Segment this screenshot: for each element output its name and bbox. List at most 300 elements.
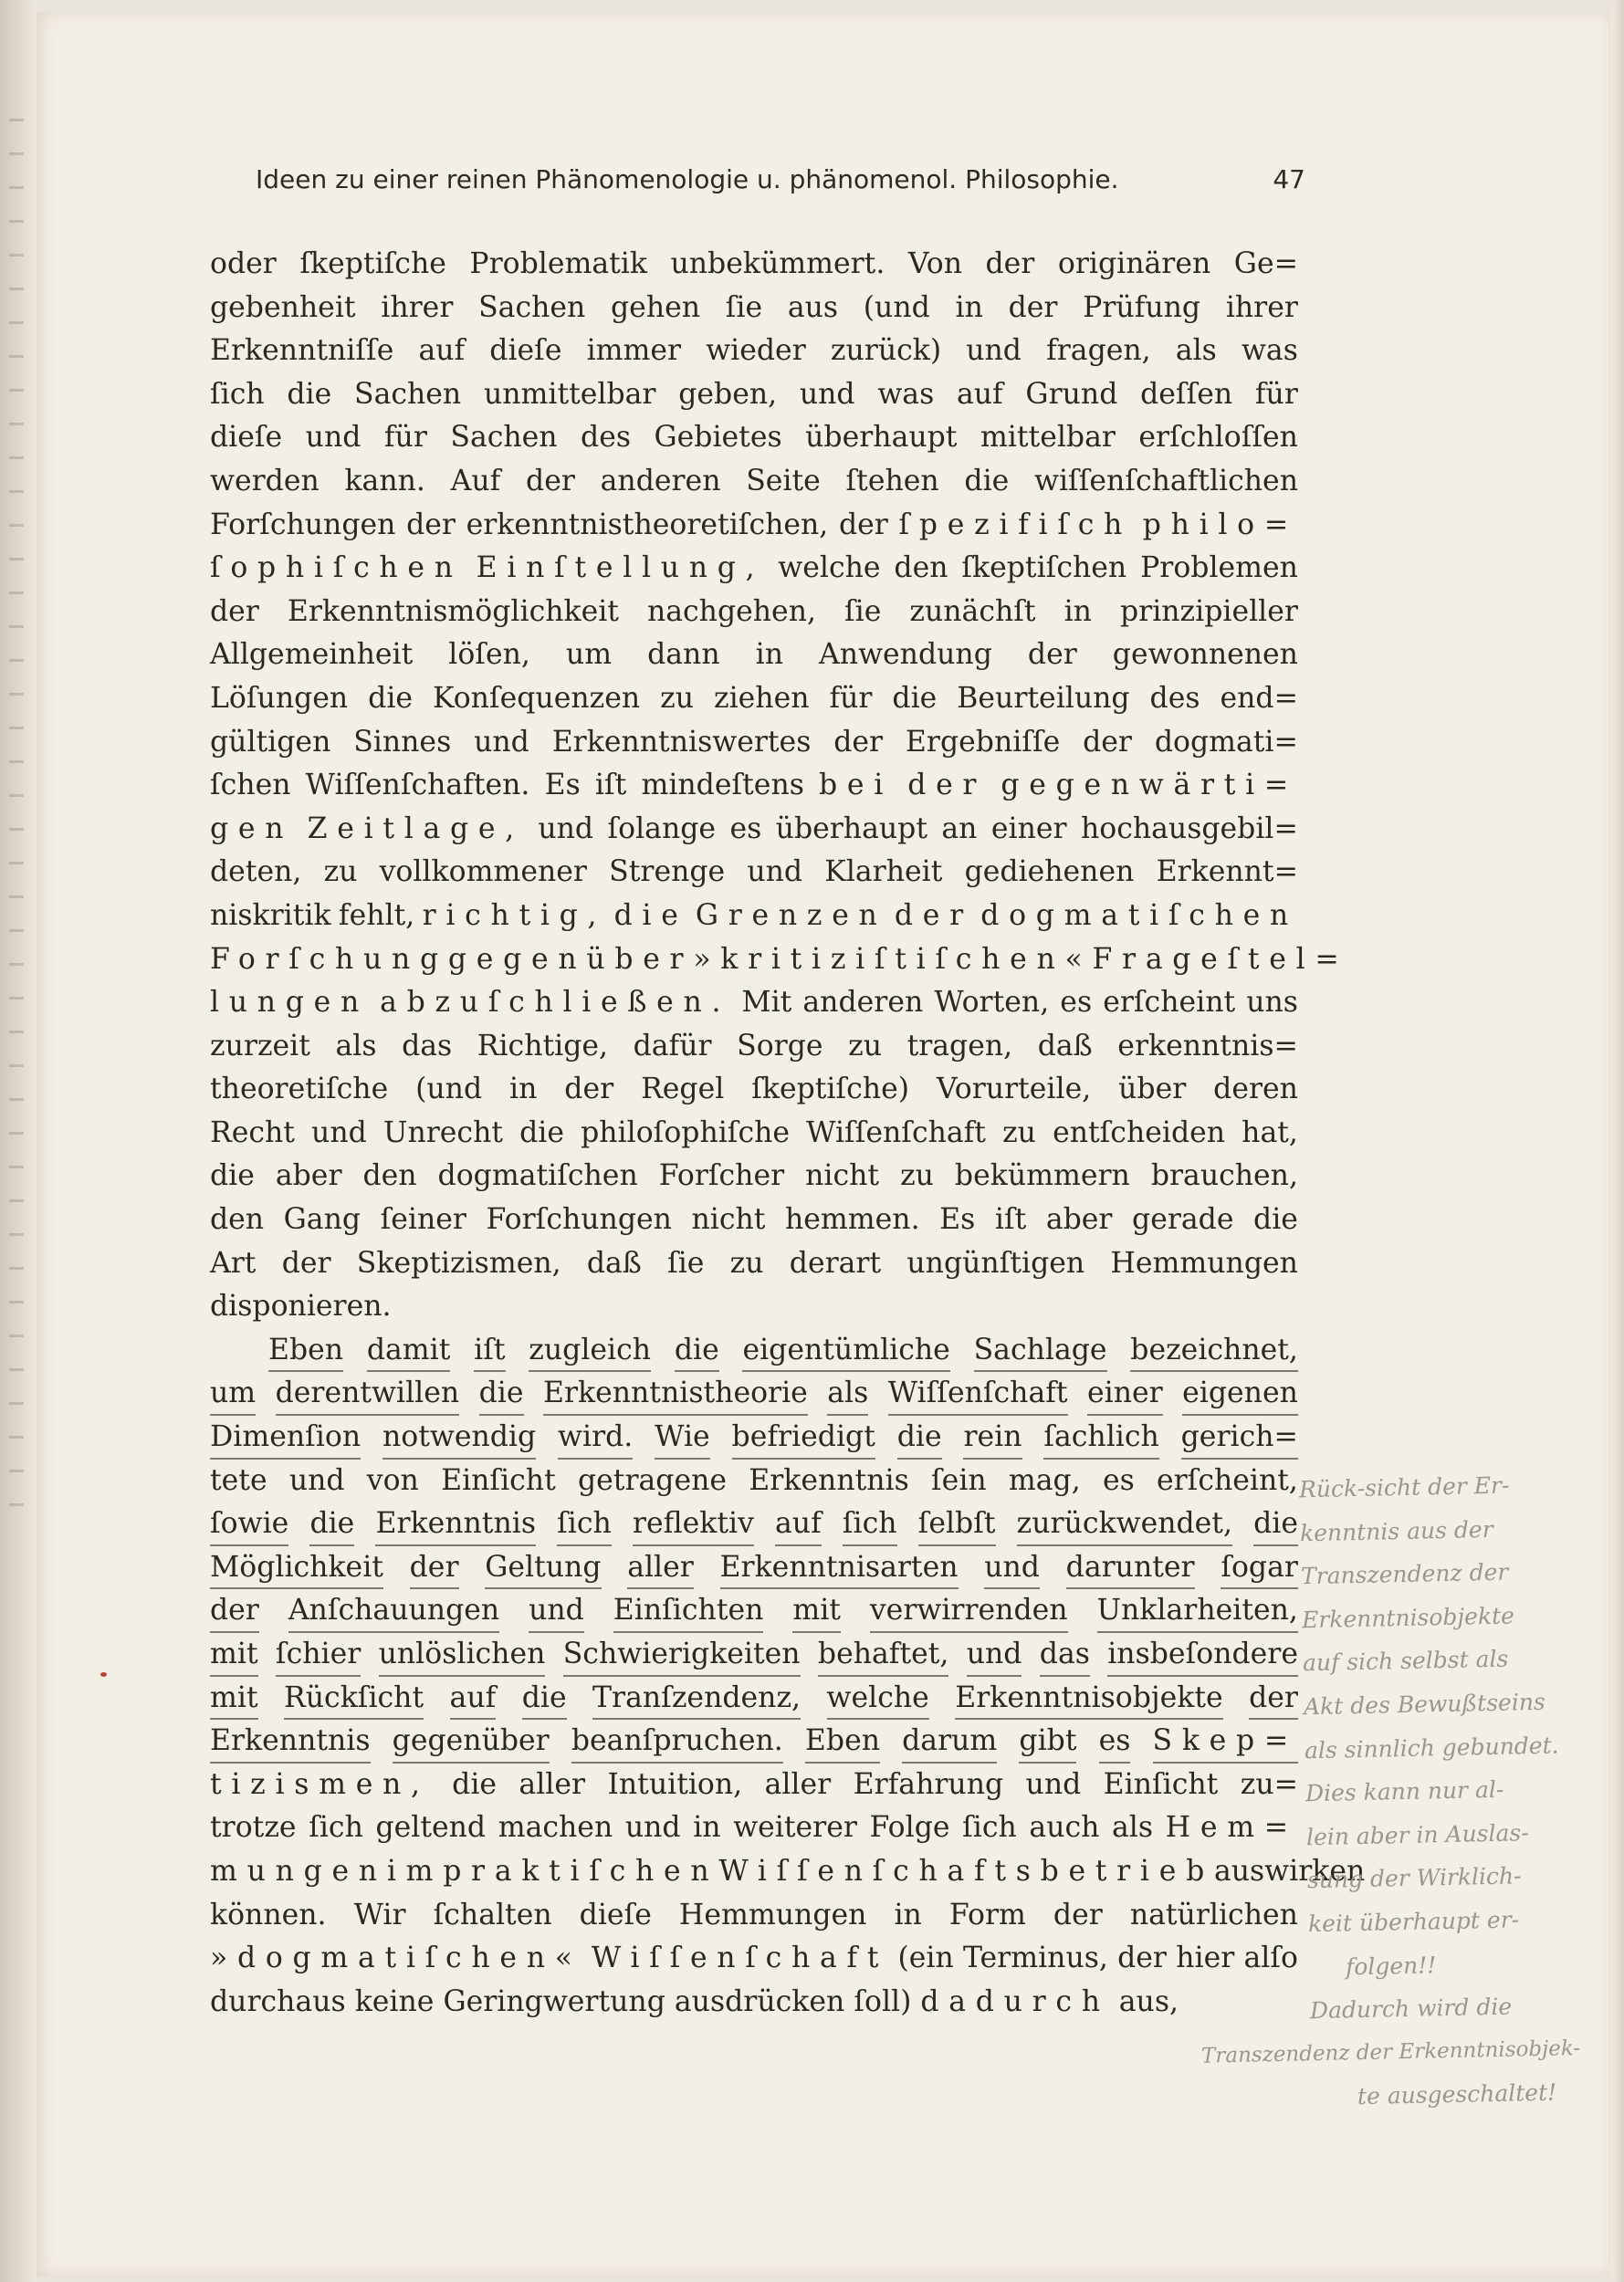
word: bekümmern (954, 1159, 1130, 1193)
word: der (833, 725, 884, 759)
word: dann (647, 638, 720, 672)
word: zurückwendet, (1017, 1502, 1232, 1546)
word: ſolange (607, 811, 717, 845)
word: Geltung (485, 1546, 601, 1590)
word: iſt (994, 1203, 1027, 1237)
word: und (311, 1115, 367, 1149)
word: eigenen (1182, 1372, 1298, 1416)
word: Regel (641, 1073, 725, 1106)
word: ſeiner (380, 1203, 466, 1237)
annotation-line: kenntnis aus der (1299, 1515, 1493, 1546)
word: uns (1246, 986, 1298, 1020)
word: ſkeptiſchen (961, 551, 1127, 585)
word: philo= (1142, 508, 1298, 541)
word: erſcheint (1103, 986, 1236, 1020)
word: natürlichen (1129, 1898, 1298, 1931)
word: gerich= (1181, 1416, 1298, 1460)
text-line (210, 1460, 1298, 1503)
word: des (581, 421, 632, 455)
word: was (877, 377, 935, 411)
word: Eben (805, 1720, 880, 1764)
word: an (941, 811, 978, 845)
word: daß (586, 1246, 642, 1280)
word: Erkenntniswertes (551, 725, 812, 759)
word: als (1112, 1811, 1154, 1845)
word: Problematik (469, 247, 647, 280)
text-line (210, 721, 1298, 765)
word: ſowie (210, 1502, 288, 1546)
text-line (210, 1981, 1298, 2025)
word: Sachen (354, 377, 462, 411)
word: Folge (869, 1811, 950, 1845)
word: aller (519, 1767, 586, 1801)
word: Tranſzendenz, (592, 1677, 801, 1721)
word: in (894, 1898, 922, 1931)
text-line (210, 1068, 1298, 1112)
word: mit (210, 1633, 258, 1677)
word: die (1253, 1502, 1298, 1546)
word: erſcheint, (1156, 1463, 1298, 1497)
annotation-line: Transzendenz der Erkenntnisobjek- (1200, 2036, 1581, 2068)
word: für (829, 681, 873, 715)
text-line (210, 373, 1298, 417)
word: Form (948, 1898, 1026, 1931)
word: zu (660, 681, 695, 715)
word: befriedigt (732, 1416, 875, 1460)
word: gehen (611, 290, 701, 324)
word: Grenzen (695, 898, 887, 932)
word: und (747, 855, 803, 889)
text-line (210, 895, 1298, 938)
text-line (210, 1155, 1298, 1199)
word: die (1253, 1203, 1298, 1237)
annotation-line: als sinnlich gebundet. (1304, 1731, 1559, 1764)
word: im (386, 1854, 444, 1888)
word: den (894, 551, 948, 585)
word: aus (787, 290, 839, 324)
text-line (210, 1329, 1298, 1373)
word: gegenwärti= (1001, 769, 1298, 802)
word: in (955, 290, 983, 324)
word: gen (210, 811, 294, 845)
word: in (509, 1073, 538, 1106)
facing-page-bleed (5, 119, 29, 1853)
word: der (1053, 1898, 1103, 1931)
word: dogmatiſchen (437, 1159, 638, 1193)
word: und (529, 1589, 584, 1633)
word: Wiſſenſchaften. (305, 769, 530, 802)
word: Wir (353, 1898, 406, 1931)
text-line (210, 547, 1298, 591)
word: praktiſchen (443, 1854, 719, 1888)
word: aber (275, 1159, 342, 1193)
annotation-line: folgen!! (1345, 1951, 1437, 1980)
word: bei (819, 769, 894, 802)
word: (und (863, 290, 930, 324)
word: Löſungen (210, 681, 349, 715)
word: darunter (1066, 1546, 1195, 1590)
word: Ergebniſſe (905, 725, 1061, 759)
word: dafür (633, 1029, 712, 1062)
word: anderen (802, 986, 924, 1020)
word: geltend (375, 1811, 487, 1845)
word: es (729, 811, 762, 845)
word: derart (789, 1246, 882, 1280)
word: gültigen (210, 725, 331, 759)
word: Wiſſenſchaft (888, 1372, 1068, 1416)
text-line (210, 1546, 1298, 1590)
text-line (210, 1285, 1298, 1329)
word: Hemmungen (678, 1898, 867, 1931)
word: auf (450, 1677, 497, 1721)
word: die (897, 1416, 942, 1460)
word: dieſe (210, 421, 283, 455)
word: es (1099, 1720, 1131, 1764)
word: daß (1037, 1029, 1093, 1062)
word: disponieren. (210, 1290, 392, 1324)
word: und (288, 1463, 345, 1497)
word: ziehen (713, 681, 810, 715)
word: erkenntnistheoretiſchen, (466, 508, 829, 541)
word: Konſequenzen (433, 681, 641, 715)
text-line (210, 1677, 1298, 1721)
word: Sinnes (353, 725, 452, 759)
word: philoſophiſche (581, 1115, 791, 1149)
word: Forſchungen (486, 1203, 672, 1237)
word: die (675, 1329, 719, 1373)
word: Wiſſenſchaft (806, 1115, 986, 1149)
word: aber (1045, 1203, 1113, 1237)
text-line (210, 1372, 1298, 1416)
word: nachgehen, (646, 594, 817, 628)
word: einer (990, 811, 1067, 845)
word: unlöslichen (379, 1633, 546, 1677)
annotation-line: Dadurch wird die (1309, 1993, 1513, 2025)
word: der (907, 769, 987, 802)
word: welche (827, 1677, 929, 1721)
word: Erkenntnis (210, 1720, 371, 1764)
word: ſie (725, 290, 763, 324)
word: zu (1002, 1115, 1036, 1149)
word: prinzipieller (1119, 594, 1298, 628)
word: erkenntnis= (1117, 1029, 1298, 1062)
word: weiterer (733, 1811, 857, 1845)
word: reflektiv (633, 1502, 754, 1546)
word: der (526, 464, 575, 497)
word: deſſen (1140, 377, 1233, 411)
word: überhaupt (805, 421, 958, 455)
word: wiſſenſchaftlichen (1034, 464, 1298, 497)
word: ſkeptiſche) (751, 1073, 910, 1106)
word: deren (1213, 1073, 1298, 1106)
word: Einſicht (441, 1463, 556, 1497)
word: Erkennt= (1156, 855, 1298, 889)
word: Erkenntnisobjekte (955, 1677, 1222, 1721)
word: zu= (1240, 1767, 1298, 1801)
word: die (613, 898, 688, 932)
word: (ein (897, 1942, 954, 1975)
word: end= (1220, 681, 1298, 715)
word: Wie (655, 1416, 710, 1460)
word: das (402, 1029, 453, 1062)
word: von (366, 1463, 419, 1497)
word: um (210, 1372, 256, 1416)
text-line (210, 287, 1298, 330)
word: als (827, 1372, 868, 1416)
page-number: 47 (1273, 164, 1305, 194)
word: Gebietes (654, 421, 782, 455)
text-line (210, 1416, 1298, 1460)
annotation-line: lein aber in Auslas- (1305, 1818, 1529, 1850)
word: können. (210, 1898, 327, 1931)
word: Zeitlage, (307, 811, 524, 845)
running-title: Ideen zu einer reinen Phänomenologie u. phänomenol. Philosophie. (256, 164, 1119, 194)
word: richtig, (422, 898, 607, 932)
word: ihrer (381, 290, 454, 324)
word: Grund (1025, 377, 1118, 411)
word: ausdrücken (674, 1984, 845, 2018)
text-line (210, 1894, 1298, 1938)
word: zu (729, 1246, 764, 1280)
word: Mit (741, 986, 792, 1020)
text-line (210, 1720, 1298, 1764)
word: die (892, 681, 938, 715)
word: Recht (210, 1115, 295, 1149)
page-edge (1611, 0, 1624, 2282)
word: Erkenntnistheorie (543, 1372, 808, 1416)
word: einer (1087, 1372, 1163, 1416)
word: alſo (1243, 1942, 1298, 1975)
annotation-line: Transzendenz der (1300, 1558, 1509, 1590)
word: Skeptizismen, (356, 1246, 561, 1280)
word: niskritik (210, 898, 331, 932)
text-line (210, 460, 1298, 504)
word: beanſpruchen. (571, 1720, 783, 1764)
word: hochausgebil= (1080, 811, 1298, 845)
word: auswirken (1213, 1854, 1366, 1888)
word: ſogar (1221, 1546, 1298, 1590)
word: Es (939, 1203, 976, 1237)
word: mag, (1008, 1463, 1081, 1497)
word: Unklarheiten, (1097, 1589, 1298, 1633)
word: das (1040, 1633, 1090, 1677)
word: Richtige, (477, 1029, 609, 1062)
word: immer (586, 334, 682, 368)
word: der (564, 1073, 614, 1106)
word: Einſicht (1103, 1767, 1219, 1801)
word: die (210, 1159, 255, 1193)
word: Klarheit (824, 855, 943, 889)
word: mindeſtens (641, 769, 804, 802)
text-line (210, 981, 1298, 1025)
text-line (210, 504, 1298, 548)
annotation-line: Rück-sicht der Er- (1298, 1471, 1510, 1503)
word: Sachlage (974, 1329, 1107, 1373)
word: ſich (309, 1811, 363, 1845)
word: den (210, 1203, 265, 1237)
word: Einſtellung, (476, 551, 765, 585)
word: Rückſicht (284, 1677, 424, 1721)
word: ihrer (1225, 290, 1298, 324)
word: es (1102, 1463, 1135, 1497)
word: und (984, 1546, 1040, 1590)
annotation-line: auf sich selbst als (1302, 1645, 1509, 1677)
word: der (281, 1246, 331, 1280)
word: Beurteilung (957, 681, 1130, 715)
word: gebenheit (210, 290, 356, 324)
word: gegenüber (447, 942, 694, 976)
word: Hem= (1165, 1811, 1298, 1845)
word: zunächſt (909, 594, 1036, 628)
word: Erkenntnisarten (720, 1546, 959, 1590)
word: zurzeit (210, 1029, 310, 1062)
word: ſich (962, 1811, 1017, 1845)
word: Allgemeinheit (210, 638, 414, 672)
body-text (210, 243, 1366, 2024)
word: der (1117, 1942, 1167, 1975)
text-line (210, 1764, 1298, 1807)
word: die (368, 681, 414, 715)
text-line (210, 1112, 1298, 1156)
word: Forſchung (210, 942, 448, 976)
word: nicht (691, 1203, 766, 1237)
word: Schwierigkeiten (563, 1633, 801, 1677)
text-line (210, 1806, 1298, 1850)
annotation-line: Erkenntnisobjekte (1301, 1602, 1515, 1634)
word: als (1175, 334, 1217, 368)
word: nicht (805, 1159, 880, 1193)
word: vollkommener (379, 855, 587, 889)
word: aller (764, 1767, 832, 1801)
word: hier (1176, 1942, 1235, 1975)
word: gewonnenen (1112, 638, 1298, 672)
text-line (210, 243, 1298, 287)
word: mungen (210, 1854, 387, 1888)
word: der (1027, 638, 1077, 672)
annotation-line: Dies kann nur al- (1304, 1775, 1504, 1807)
word: und (967, 1633, 1022, 1677)
word: der (210, 594, 259, 628)
word: des (1149, 681, 1200, 715)
word: ſophiſchen (210, 551, 463, 585)
word: tizismen, (210, 1767, 430, 1801)
word: der (406, 508, 456, 541)
word: erſchloſſen (1138, 421, 1298, 455)
word: welche (778, 551, 881, 585)
word: Möglichkeit (210, 1546, 383, 1590)
word: auf (956, 377, 1003, 411)
word: über (1118, 1073, 1187, 1106)
word: Strenge (609, 855, 726, 889)
word: Hemmungen (1110, 1246, 1298, 1280)
text-line (210, 1025, 1298, 1069)
text-line (210, 1242, 1298, 1286)
word: Art (210, 1246, 257, 1280)
word: getragene (577, 1463, 728, 1497)
word: »dogmatiſchen« (210, 1942, 582, 1975)
word: Frageſtel= (1092, 942, 1349, 976)
word: Eben (268, 1329, 343, 1373)
word: zu (323, 855, 358, 889)
word: zurück) (830, 334, 942, 368)
annotation-line: keit überhaupt er- (1307, 1906, 1520, 1938)
text-line (210, 330, 1298, 373)
word: Erkenntniſſe (210, 334, 394, 368)
word: Erkenntnismöglichkeit (287, 594, 619, 628)
word: der (1249, 1677, 1298, 1721)
word: der (838, 508, 888, 541)
text-line (210, 416, 1298, 460)
word: tragen, (906, 1029, 1013, 1062)
word: was (1241, 334, 1298, 368)
word: derentwillen (276, 1372, 460, 1416)
word: mittelbar (980, 421, 1116, 455)
word: durchaus (210, 1984, 346, 2018)
word: ſkeptiſche (299, 247, 446, 280)
word: die (287, 377, 332, 411)
word: ungünſtigen (906, 1246, 1085, 1280)
word: ſchier (276, 1633, 361, 1677)
word: ſein (931, 1463, 987, 1497)
word: Forſchungen (210, 508, 396, 541)
word: Intuition, (607, 1767, 743, 1801)
word: für (1254, 377, 1298, 411)
word: Terminus, (962, 1942, 1108, 1975)
word: originären (1057, 247, 1211, 280)
word: gerade (1132, 1203, 1234, 1237)
word: theoretiſche (210, 1073, 389, 1106)
word: brauchen, (1150, 1159, 1298, 1193)
word: unbekümmert. (670, 247, 885, 280)
word: und (624, 1811, 681, 1845)
word: ſtehen (845, 464, 939, 497)
word: dadurch (920, 1984, 1110, 2018)
word: die (452, 1767, 498, 1801)
word: gediehenen (964, 855, 1135, 889)
text-line (210, 938, 1349, 982)
word: es (1060, 986, 1093, 1020)
annotation-line: Akt des Bewußtseins (1303, 1688, 1546, 1721)
word: Vorurteile, (936, 1073, 1092, 1106)
word: ſpezifiſch (898, 508, 1133, 541)
word: aller (627, 1546, 694, 1590)
annotation-line: te ausgeschaltet! (1357, 2078, 1557, 2110)
word: mit (792, 1589, 841, 1633)
word: Sachen (478, 290, 586, 324)
word: Erkenntnis (749, 1463, 909, 1497)
word: rein (963, 1416, 1022, 1460)
word: die (522, 1677, 567, 1721)
word: den (362, 1159, 417, 1193)
word: Von (907, 247, 962, 280)
word: auf (418, 334, 466, 368)
word: ſie (667, 1246, 705, 1280)
text-line (210, 764, 1298, 808)
word: die (964, 464, 1010, 497)
text-line (210, 1199, 1298, 1242)
word: dieſe (579, 1898, 652, 1931)
word: Prüfung (1083, 290, 1201, 324)
word: Skep= (1153, 1720, 1298, 1764)
text-line (210, 1937, 1298, 1981)
word: Anſchauungen (288, 1589, 499, 1633)
word: (und (415, 1073, 483, 1106)
word: und (1025, 1767, 1082, 1801)
word: oder (210, 247, 277, 280)
word: Gang (283, 1203, 361, 1237)
word: die (479, 1372, 524, 1416)
word: Forſcher (658, 1159, 785, 1193)
